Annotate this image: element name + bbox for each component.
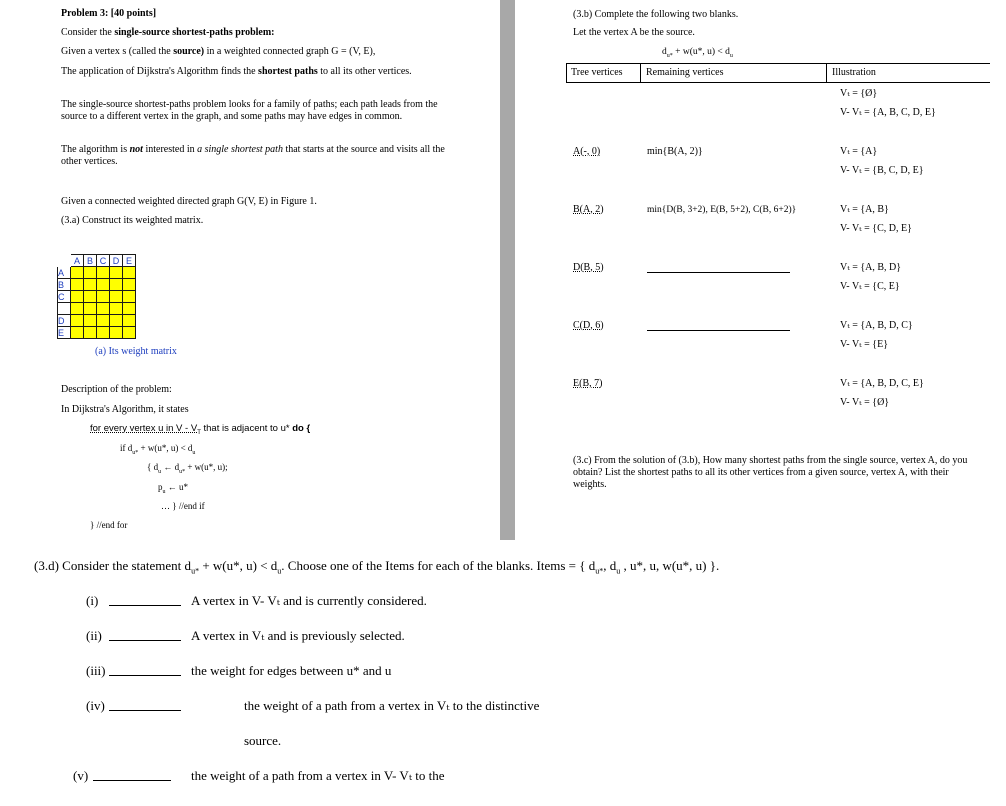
- row-0-vt: Vₜ = {Ø}: [840, 88, 878, 99]
- row-3-vrest: V- Vₜ = {C, E}: [840, 281, 900, 292]
- matrix-row-header: C: [58, 291, 71, 303]
- paragraph-3: [61, 144, 446, 168]
- problem-title: Problem 3: [40 points]: [61, 8, 157, 19]
- task-3d-items-tail: , u*, u, w(u*, u) }.: [620, 558, 720, 573]
- row-1-vt: Vₜ = {A}: [840, 146, 878, 157]
- matrix-cell[interactable]: [97, 267, 110, 279]
- item-1-blank[interactable]: [109, 605, 181, 606]
- matrix-cell[interactable]: [123, 303, 136, 315]
- matrix-cell[interactable]: [110, 291, 123, 303]
- table-col-divider-2: [826, 63, 827, 83]
- row-3-answer-blank[interactable]: [647, 272, 790, 273]
- table-left-border: [566, 63, 567, 83]
- code-for-post: that is adjacent to u*: [200, 423, 293, 434]
- source-line: Let the vertex A be the source.: [573, 27, 695, 38]
- item-4-blank[interactable]: [109, 710, 181, 711]
- row-3-vt: Vₜ = {A, B, D}: [840, 262, 902, 273]
- matrix-cell[interactable]: [123, 315, 136, 327]
- description-line: In Dijkstra's Algorithm, it states: [61, 404, 189, 415]
- weight-matrix: [57, 254, 136, 339]
- relax-formula-rest: + w(u*, u) < d: [672, 47, 730, 57]
- code-assign-d-text: { d: [147, 462, 159, 472]
- matrix-cell[interactable]: [97, 279, 110, 291]
- item-2-text: A vertex in Vₜ and is previously selected.: [191, 628, 405, 643]
- given-graph-line: Given a connected weighted directed graph G(V, E) in Figure 1.: [61, 196, 317, 207]
- row-1-vrest: V- Vₜ = {B, C, D, E}: [840, 165, 924, 176]
- description-title: Description of the problem:: [61, 384, 172, 395]
- item-1-text: A vertex in V- Vₜ and is currently considered.: [191, 593, 427, 608]
- matrix-cell[interactable]: [84, 327, 97, 339]
- item-4-text-continued: source.: [244, 733, 282, 748]
- task-3d-mid: + w(u*, u) < d: [199, 558, 278, 573]
- matrix-row-header: [58, 303, 71, 315]
- matrix-col-header: E: [123, 255, 136, 267]
- task-3c: (3.c) From the solution of (3.b), How many shortest paths from the single source, vertex A, do you obtain? List the shortest paths to all its other vertices from a given source, vertex A, with their weights.: [573, 455, 968, 490]
- page-gutter-middle: [500, 0, 515, 540]
- matrix-cell[interactable]: [71, 303, 84, 315]
- matrix-row-header: A: [58, 267, 71, 279]
- code-assign-d-tail: + w(u*, u);: [185, 462, 228, 472]
- item-3-blank[interactable]: [109, 675, 181, 676]
- task-3d-items: , d: [603, 558, 617, 573]
- matrix-cell[interactable]: [71, 291, 84, 303]
- matrix-col-header: C: [97, 255, 110, 267]
- table-header-border: [566, 82, 990, 83]
- row-3-tree: D(B, 5): [573, 262, 604, 273]
- paragraph-3-bolditalic: not: [129, 144, 143, 155]
- paragraph-1: [61, 66, 441, 78]
- code-assign-p-text: p: [158, 482, 163, 492]
- paragraph-3-text: The algorithm is: [61, 144, 130, 155]
- header-illustration: Illustration: [832, 67, 876, 78]
- matrix-col-header: A: [71, 255, 84, 267]
- row-1-tree: A(-, 0): [573, 146, 601, 157]
- intro-line-2: [61, 46, 375, 58]
- row-4-vrest: V- Vₜ = {E}: [840, 339, 888, 350]
- matrix-cell[interactable]: [71, 267, 84, 279]
- matrix-col-header: D: [110, 255, 123, 267]
- row-0-vrest: V- Vₜ = {A, B, C, D, E}: [840, 107, 936, 118]
- intro-line-2-text: Given a vertex s (called the: [61, 46, 174, 57]
- intro-line-1-bold: single-source shortest-paths problem:: [114, 27, 275, 38]
- matrix-caption: (a) Its weight matrix: [95, 346, 177, 357]
- header-tree-vertices: Tree vertices: [571, 67, 623, 78]
- matrix-cell[interactable]: [71, 315, 84, 327]
- table-col-divider-1: [640, 63, 641, 83]
- matrix-cell[interactable]: [123, 279, 136, 291]
- row-4-tree: C(D, 6): [573, 320, 604, 331]
- row-2-vt: Vₜ = {A, B}: [840, 204, 889, 215]
- code-if-rest: + w(u*, u) < d: [138, 443, 193, 453]
- matrix-cell[interactable]: [97, 315, 110, 327]
- matrix-cell[interactable]: [84, 315, 97, 327]
- row-5-vt: Vₜ = {A, B, D, C, E}: [840, 378, 924, 389]
- matrix-row-header: D: [58, 315, 71, 327]
- intro-line-1-text: Consider the: [61, 27, 115, 38]
- code-assign-p-rest: ← u*: [165, 482, 188, 492]
- matrix-cell[interactable]: [71, 327, 84, 339]
- matrix-row-header: B: [58, 279, 71, 291]
- code-for-text: for every vertex u in V - V: [90, 423, 198, 434]
- matrix-cell[interactable]: [123, 267, 136, 279]
- row-5-tree: E(B, 7): [573, 378, 603, 389]
- matrix-col-header: B: [84, 255, 97, 267]
- code-if-line: if $d_{u*} + w(u*$, $u) < d_u$: [120, 443, 196, 456]
- matrix-cell[interactable]: [97, 327, 110, 339]
- intro-line-2-bold: source): [173, 46, 205, 57]
- matrix-cell[interactable]: [123, 327, 136, 339]
- code-end-if: … } //end if: [161, 501, 205, 511]
- task-3b: (3.b) Complete the following two blanks.: [573, 9, 739, 20]
- item-2-number: (ii): [86, 628, 102, 643]
- matrix-corner: [58, 255, 71, 267]
- item-4-text: the weight of a path from a vertex in Vₜ to the distinctive: [244, 698, 540, 713]
- code-for-sub: T: [197, 429, 201, 436]
- item-5-number: (v): [73, 768, 89, 783]
- matrix-cell[interactable]: [97, 303, 110, 315]
- relax-formula: $d_{u*} + w(u*$, $u) < d_u$: [662, 47, 733, 59]
- row-2-remaining: min{D(B, 3+2), E(B, 5+2), C(B, 6+2)}: [647, 205, 797, 215]
- paragraph-3-post: that starts at the source and visits all the other vertices.: [61, 144, 445, 167]
- row-5-vrest: V- Vₜ = {Ø}: [840, 397, 890, 408]
- item-5-text: the weight of a path from a vertex in V- Vₜ to the: [191, 768, 445, 783]
- intro-line-2-post: in a weighted connected graph G = (V, E),: [204, 46, 376, 57]
- row-1-remaining: min{B(A, 2)}: [647, 146, 703, 157]
- header-remaining-vertices: Remaining vertices: [646, 67, 724, 78]
- code-assign-d-line: { $d_u$ ← $d_{u*} + w(u*$, u);: [147, 462, 228, 475]
- matrix-cell[interactable]: [97, 291, 110, 303]
- item-1-number: (i): [86, 593, 99, 608]
- matrix-cell[interactable]: [110, 327, 123, 339]
- matrix-cell[interactable]: [84, 279, 97, 291]
- row-4-vt: Vₜ = {A, B, D, C}: [840, 320, 913, 331]
- paragraph-1-bold: shortest paths: [258, 66, 318, 77]
- task-3d-post: . Choose one of the Items for each of the blanks. Items = { d: [281, 558, 596, 573]
- code-for-do: do {: [292, 423, 311, 434]
- intro-line-1: [61, 27, 275, 39]
- code-for-line: [90, 423, 310, 439]
- item-4-number: (iv): [86, 698, 105, 713]
- paragraph-1-post: to all its other vertices.: [317, 66, 412, 77]
- matrix-cell[interactable]: [123, 291, 136, 303]
- item-3-number: (iii): [86, 663, 106, 678]
- code-end-for: } //end for: [90, 520, 128, 530]
- paragraph-1-text: The application of Dijkstra's Algorithm finds the: [61, 66, 259, 77]
- matrix-row-header: E: [58, 327, 71, 339]
- task-3a: (3.a) Construct its weighted matrix.: [61, 215, 204, 226]
- matrix-cell[interactable]: [110, 279, 123, 291]
- matrix-cell[interactable]: [110, 303, 123, 315]
- item-5-blank[interactable]: [93, 780, 171, 781]
- matrix-cell[interactable]: [71, 279, 84, 291]
- item-3-text: the weight for edges between u* and u: [191, 663, 392, 678]
- matrix-cell[interactable]: [110, 267, 123, 279]
- row-4-answer-blank[interactable]: [647, 330, 790, 331]
- matrix-cell[interactable]: [84, 303, 97, 315]
- paragraph-3-mid: interested in: [142, 144, 198, 155]
- item-2-blank[interactable]: [109, 640, 181, 641]
- relax-formula-text: d: [662, 47, 667, 57]
- page-gutter-left: [0, 0, 48, 540]
- matrix-cell[interactable]: [84, 267, 97, 279]
- row-2-tree: B(A, 2): [573, 204, 604, 215]
- code-assign-d-rest: ← d: [161, 462, 180, 472]
- task-3d-text: (3.d) Consider the statement d: [34, 558, 192, 573]
- code-assign-p-line: $p_u$ ← u*: [158, 482, 188, 495]
- row-2-vrest: V- Vₜ = {C, D, E}: [840, 223, 912, 234]
- code-if-text: if d: [120, 443, 133, 453]
- task-3d: (3.d) Consider the statement $d_{u*} + w(u*$, $u) < d_u$. Choose one of the Items for each of the blanks. Items = { $d_{u*}$, $d_u$ , u*, u, w(u*, u) }.: [34, 558, 720, 576]
- table-top-border: [566, 63, 990, 64]
- paragraph-3-italic: a single shortest path: [197, 144, 283, 155]
- matrix-cell[interactable]: [110, 315, 123, 327]
- matrix-cell[interactable]: [84, 291, 97, 303]
- paragraph-2: The single-source shortest-paths problem looks for a family of paths; each path leads from the source to a different vertex in the graph, and some paths may have edges in common.: [61, 99, 438, 122]
